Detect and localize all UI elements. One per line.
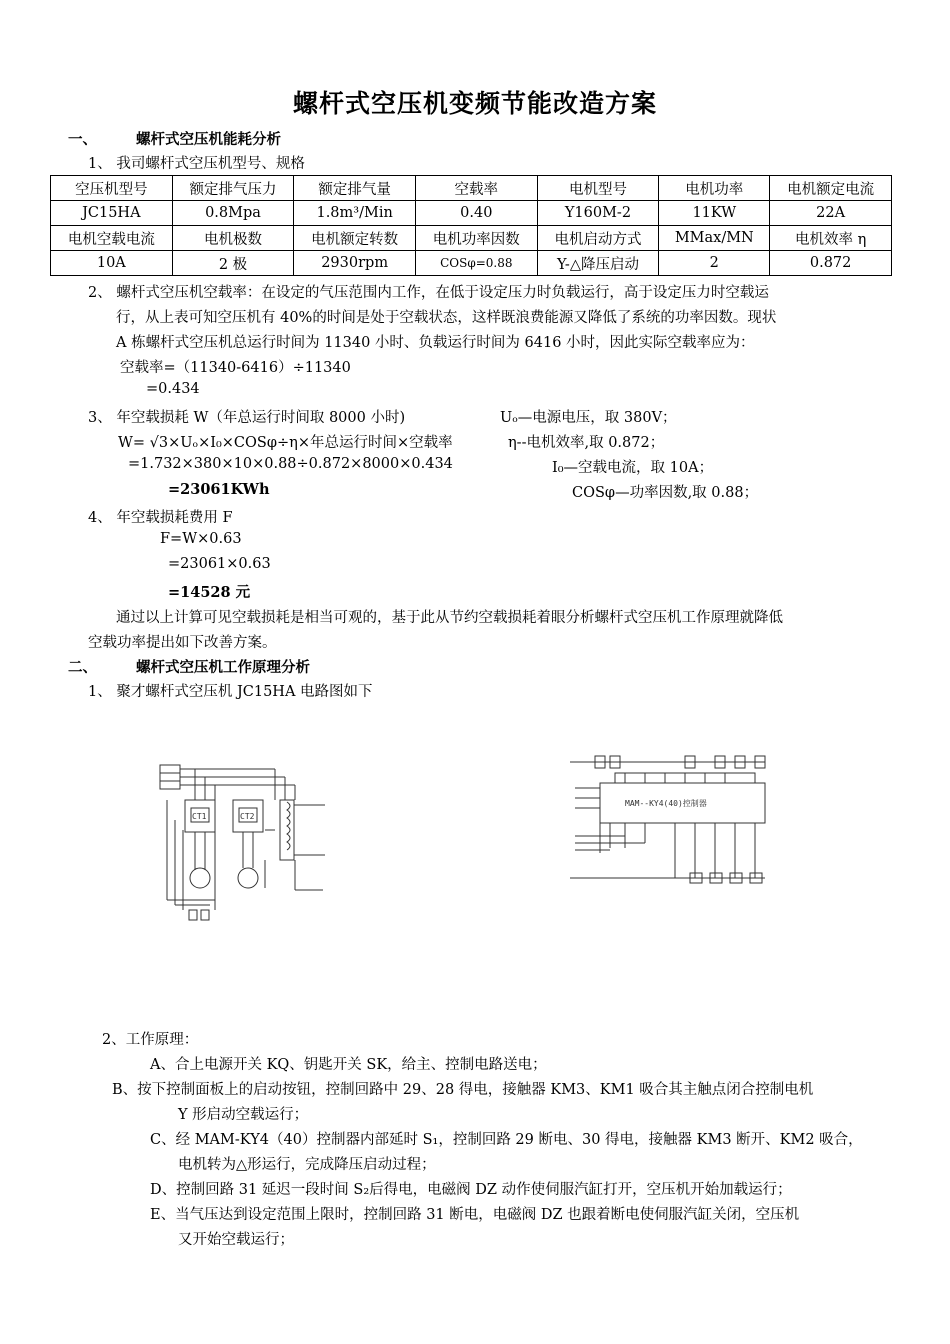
spec-table	[50, 175, 892, 276]
principle-step-c-line-1: C、经 MAM-KY4（40）控制器内部延时 S₁，控制回路 29 断电、30 得电，接触器 KM3 断开、KM2 吸合，	[150, 1132, 863, 1148]
cost-calculation: =23061×0.63	[168, 556, 271, 572]
table-cell: 0.8Mpa	[172, 201, 294, 226]
table-cell: 电机型号	[537, 176, 659, 201]
controller-label: MAM--KY4(40)控制器	[625, 799, 707, 808]
table-cell: 电机功率因数	[415, 226, 537, 251]
cost-formula: F=W×0.63	[160, 531, 242, 547]
table-cell: 22A	[770, 201, 892, 226]
principle-step-e-line-1: E、当气压达到设定范围上限时，控制回路 31 断电，电磁阀 DZ 也跟着断电使伺服汽缸关闭，空压机	[150, 1207, 800, 1223]
table-cell: MMax/MN	[659, 226, 770, 251]
item-4-heading: 4、 年空载损耗费用 F	[88, 510, 233, 526]
loss-formula: W= √3×Uₒ×I₀×COSφ÷η×年总运行时间×空载率	[118, 435, 453, 451]
table-cell: 额定排气压力	[172, 176, 294, 201]
item-2-line-1: 2、 螺杆式空压机空载率：在设定的气压范围内工作，在低于设定压力时负载运行，高于设定压力时空载运	[88, 285, 769, 301]
principle-heading: 2、工作原理：	[102, 1032, 199, 1048]
table-cell: JC15HA	[51, 201, 173, 226]
section-2-heading: 螺杆式空压机工作原理分析	[136, 660, 310, 676]
controller-circuit-diagram	[565, 748, 775, 893]
table-cell: 电机额定转数	[294, 226, 416, 251]
summary-line-1: 通过以上计算可见空载损耗是相当可观的，基于此从节约空载损耗着眼分析螺杆式空压机工作原理就降低	[116, 610, 783, 626]
table-cell: 电机额定电流	[770, 176, 892, 201]
table-row	[51, 201, 892, 226]
note-voltage: Uₒ—电源电压，取 380V；	[500, 410, 677, 426]
idle-rate-formula: 空载率=（11340-6416）÷11340	[120, 360, 351, 376]
table-cell: 0.40	[415, 201, 537, 226]
principle-step-b-line-1: B、按下控制面板上的启动按钮，控制回路中 29、28 得电，接触器 KM3、KM1 吸合其主触点闭合控制电机	[112, 1082, 814, 1098]
table-cell: 0.872	[770, 251, 892, 276]
table-cell: COSφ=0.88	[415, 251, 537, 276]
table-cell: 电机空载电流	[51, 226, 173, 251]
section-2-number: 二、	[68, 660, 97, 676]
summary-line-2: 空载功率提出如下改善方案。	[88, 635, 277, 651]
table-cell: 2930rpm	[294, 251, 416, 276]
cost-result: =14528 元	[168, 584, 251, 601]
section-1-number: 一、	[68, 132, 97, 148]
table-cell: 电机功率	[659, 176, 770, 201]
table-row	[51, 226, 892, 251]
principle-step-c-line-2: 电机转为△形运行，完成降压启动过程；	[178, 1157, 436, 1173]
item-2-line-2: 行，从上表可知空压机有 40%的时间是处于空载状态，这样既浪费能源又降低了系统的功率因数。现状	[116, 310, 777, 326]
principle-step-e-line-2: 又开始空载运行；	[178, 1232, 294, 1248]
principle-step-b-line-2: Y 形启动空载运行；	[178, 1107, 309, 1123]
item-1-heading: 1、 我司螺杆式空压机型号、规格	[88, 156, 305, 172]
item-2-line-3: A 栋螺杆式空压机总运行时间为 11340 小时、负载运行时间为 6416 小时，因此实际空载率应为：	[116, 335, 755, 351]
table-row	[51, 251, 892, 276]
table-cell: 11KW	[659, 201, 770, 226]
page-title: 螺杆式空压机变频节能改造方案	[292, 89, 657, 118]
main-circuit-diagram	[155, 760, 330, 925]
loss-result: =23061KWh	[168, 481, 270, 498]
item-3-heading: 3、 年空载损耗 W（年总运行时间取 8000 小时)	[88, 410, 406, 426]
table-cell: 额定排气量	[294, 176, 416, 201]
table-cell: Y160M-2	[537, 201, 659, 226]
table-cell: 空载率	[415, 176, 537, 201]
loss-calculation: =1.732×380×10×0.88÷0.872×8000×0.434	[128, 456, 453, 472]
note-power-factor: COSφ—功率因数,取 0.88；	[572, 485, 759, 501]
ct1-label: CT1	[192, 812, 207, 821]
table-cell: 2	[659, 251, 770, 276]
table-cell: 电机效率 η	[770, 226, 892, 251]
principle-step-d: D、控制回路 31 延迟一段时间 S₂后得电，电磁阀 DZ 动作使伺服汽缸打开，空压机开始加载运行；	[150, 1182, 792, 1198]
table-row	[51, 176, 892, 201]
table-cell: 空压机型号	[51, 176, 173, 201]
item-5-heading: 1、 聚才螺杆式空压机 JC15HA 电路图如下	[88, 684, 373, 700]
table-cell: Y-△降压启动	[537, 251, 659, 276]
table-cell: 2 极	[172, 251, 294, 276]
note-efficiency: η--电机效率,取 0.872；	[508, 435, 665, 451]
ct2-label: CT2	[240, 812, 255, 821]
table-cell: 10A	[51, 251, 173, 276]
table-cell: 1.8m³/Min	[294, 201, 416, 226]
table-cell: 电机极数	[172, 226, 294, 251]
principle-step-a: A、合上电源开关 KQ、钥匙开关 SK，给主、控制电路送电；	[150, 1057, 547, 1073]
section-1-heading: 螺杆式空压机能耗分析	[136, 132, 281, 148]
idle-rate-result: =0.434	[146, 381, 200, 397]
table-cell: 电机启动方式	[537, 226, 659, 251]
note-current: I₀—空载电流，取 10A；	[552, 460, 714, 476]
